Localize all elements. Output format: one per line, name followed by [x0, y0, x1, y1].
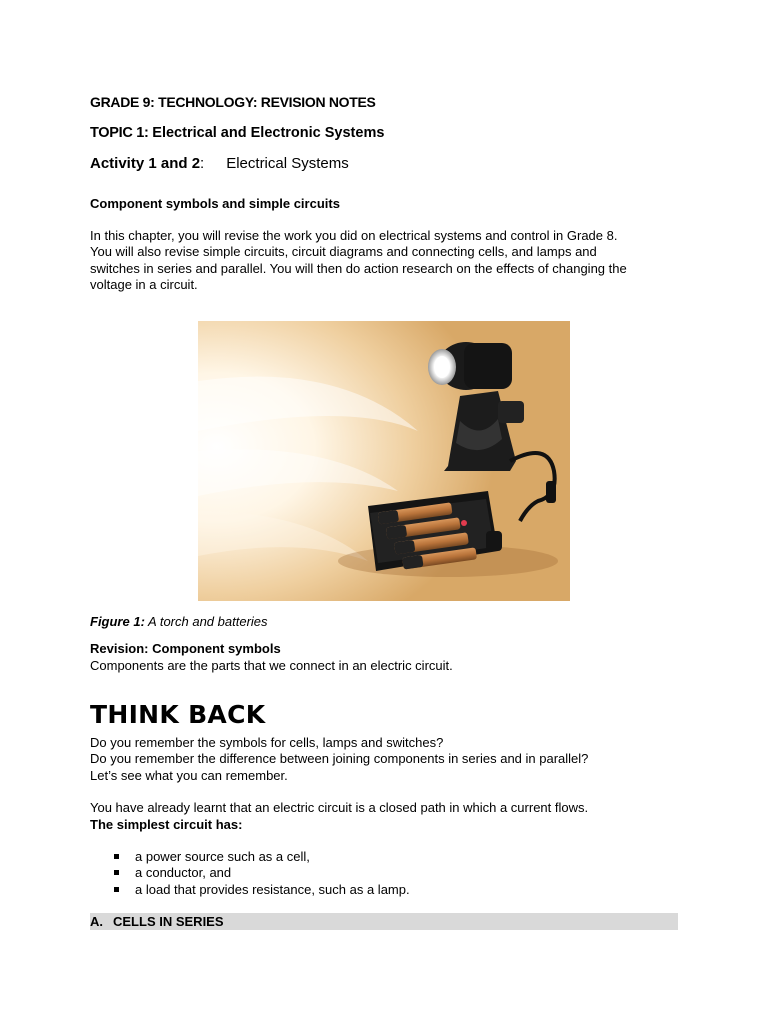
figure-caption-text: A torch and batteries	[144, 614, 268, 629]
think-back-questions	[90, 735, 680, 784]
component-section-heading: Component symbols and simple circuits	[90, 196, 340, 211]
list-item-text: a conductor, and	[135, 865, 232, 881]
question-line: Do you remember the symbols for cells, lamps and switches?	[90, 735, 444, 750]
question-line: Let’s see what you can remember.	[90, 767, 288, 783]
figure-label: Figure 1:	[90, 614, 145, 629]
question-line: Do you remember the difference between joining components in series and in parallel?	[90, 751, 589, 767]
intro-paragraph	[90, 228, 680, 293]
bullet-square-icon	[114, 887, 119, 892]
grade-heading: GRADE 9: TECHNOLOGY: REVISION NOTES	[90, 94, 376, 110]
bullet-square-icon	[114, 870, 119, 875]
torch-and-batteries-photo	[198, 321, 570, 601]
section-a-heading	[90, 913, 678, 930]
list-item-text: a load that provides resistance, such as a lamp.	[135, 881, 410, 897]
intro-line: You will also revise simple circuits, circuit diagrams and connecting cells, and lamps and	[90, 244, 597, 260]
simplest-circuit-list	[112, 849, 410, 898]
section-a-title: CELLS IN SERIES	[113, 914, 224, 929]
list-item-text: a power source such as a cell,	[135, 849, 310, 864]
intro-line: voltage in a circuit.	[90, 276, 198, 292]
activity-title: Electrical Systems	[226, 155, 349, 172]
list-item	[112, 882, 410, 898]
topic-heading	[90, 125, 384, 141]
activity-heading	[90, 155, 349, 172]
figure-caption	[90, 614, 268, 629]
topic-title: Electrical and Electronic Systems	[152, 125, 385, 141]
revision-heading: Revision: Component symbols	[90, 641, 281, 656]
activity-label: Activity 1 and 2	[90, 155, 201, 172]
bullet-square-icon	[114, 854, 119, 859]
list-item	[112, 865, 410, 881]
intro-line: In this chapter, you will revise the work you did on electrical systems and control in Grade 8.	[90, 228, 618, 243]
simplest-label-text: The simplest circuit has	[90, 817, 239, 832]
list-item	[112, 849, 410, 865]
intro-line: switches in series and parallel. You will then do action research on the effects of changing the	[90, 260, 627, 276]
topic-prefix: TOPIC 1:	[90, 125, 153, 141]
activity-colon: :	[200, 155, 205, 172]
think-back-title: THINK BACK	[90, 700, 266, 729]
revision-text: Components are the parts that we connect in an electric circuit.	[90, 658, 453, 673]
circuit-definition: You have already learnt that an electric circuit is a closed path in which a current flows.	[90, 800, 589, 815]
section-a-number: A.	[90, 914, 103, 929]
simplest-circuit-label	[90, 817, 242, 832]
simplest-label-colon: :	[238, 817, 243, 832]
